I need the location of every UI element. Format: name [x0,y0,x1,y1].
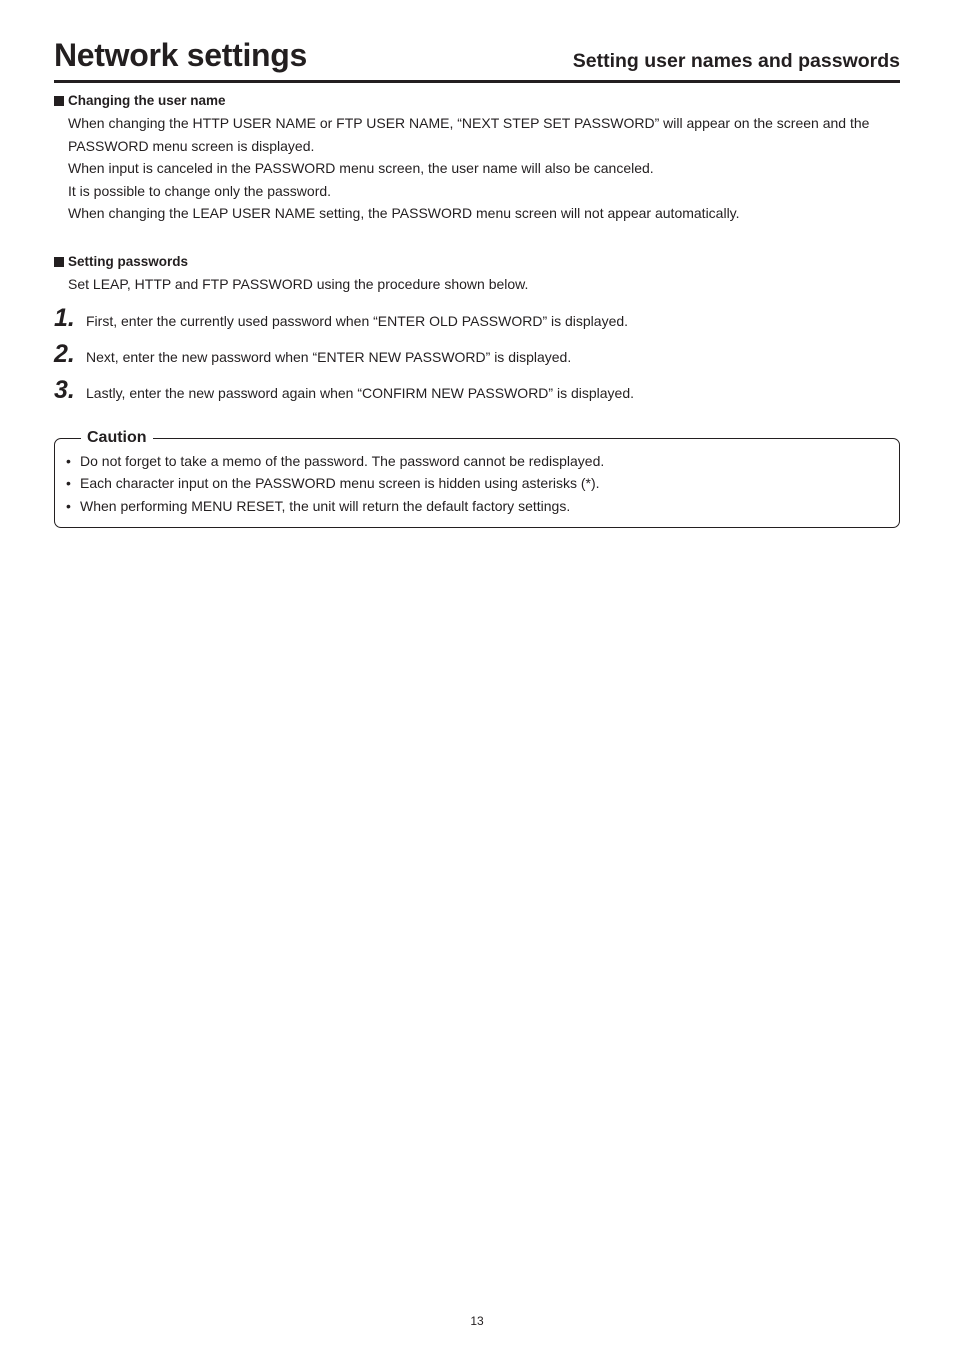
setting-passwords-heading [54,252,902,272]
caution-list [66,450,604,517]
step-number: 1. [54,304,75,332]
step-item [54,375,900,411]
step-item [54,303,900,339]
caution-title: Caution [81,428,153,448]
changing-user-name-heading-text: Changing the user name [68,93,226,108]
page-number: 13 [470,1314,484,1328]
step-number: 3. [54,376,75,404]
caution-item [66,450,604,472]
caution-item-text: Do not forget to take a memo of the password. The password cannot be redisplayed. [80,453,605,469]
changing-user-name-section [54,91,902,225]
setting-passwords-intro: Set LEAP, HTTP and FTP PASSWORD using the procedure shown below. [68,276,529,292]
page-title: Network settings [54,37,308,73]
caution-item [66,472,604,494]
caution-box [54,429,900,528]
changing-user-name-heading [54,91,902,111]
caution-item [66,495,604,517]
paragraph: It is possible to change only the password. [68,182,332,199]
bullet-icon: • [66,475,71,492]
steps-list [54,303,900,411]
step-text: First, enter the currently used password when “ENTER OLD PASSWORD” is displayed. [86,313,629,329]
caution-item-text: When performing MENU RESET, the unit will return the default factory settings. [80,497,571,514]
step-number: 2. [54,340,75,368]
square-bullet-icon [54,257,64,267]
step-text: Lastly, enter the new password again when “CONFIRM NEW PASSWORD” is displayed. [86,385,635,401]
bullet-icon: • [66,497,71,514]
bullet-icon: • [66,453,71,469]
caution-item-text: Each character input on the PASSWORD menu screen is hidden using asterisks (*). [80,475,600,492]
section-title: Setting user names and passwords [572,50,900,72]
paragraph: When changing the HTTP USER NAME or FTP USER NAME, “NEXT STEP SET PASSWORD” will appear on the screen and the PASSWORD menu screen is displayed. [68,115,870,154]
square-bullet-icon [54,96,64,106]
paragraph: When input is canceled in the PASSWORD menu screen, the user name will also be canceled. [68,160,654,176]
paragraph: When changing the LEAP USER NAME setting, the PASSWORD menu screen will not appear automatically. [68,205,740,221]
setting-passwords-heading-text: Setting passwords [68,254,189,269]
setting-passwords-section [54,252,902,296]
step-item [54,339,900,375]
step-text: Next, enter the new password when “ENTER NEW PASSWORD” is displayed. [86,349,572,365]
page-header [54,36,900,83]
